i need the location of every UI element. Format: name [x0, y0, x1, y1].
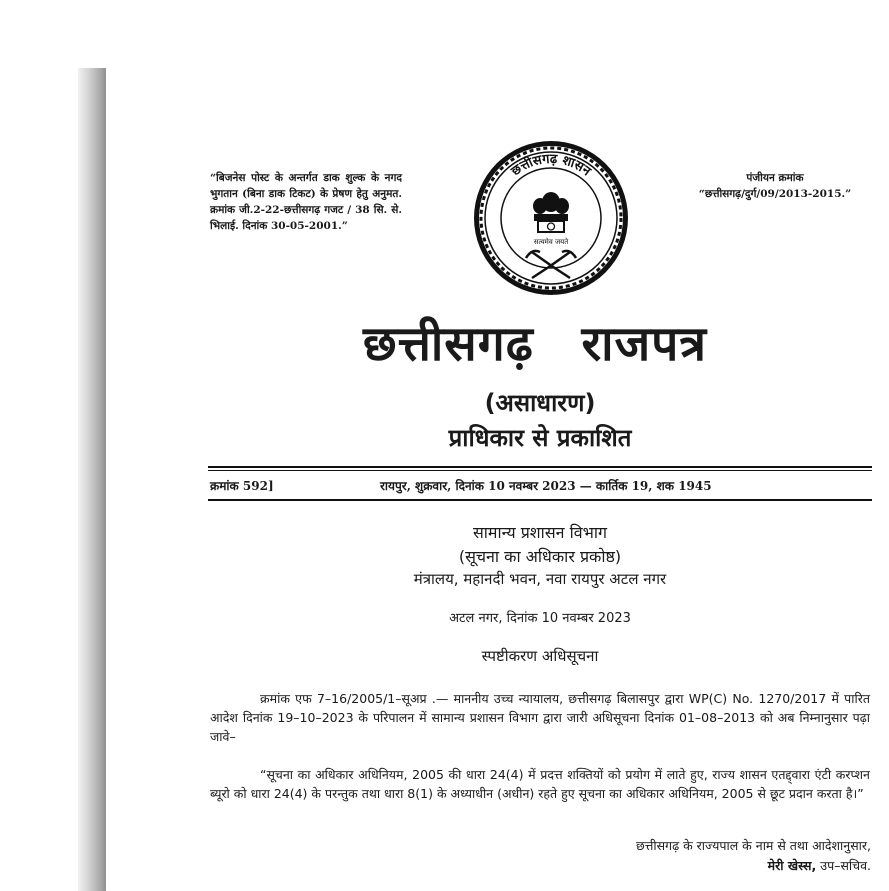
header-rule-bottom	[208, 499, 872, 501]
header-rule-top	[208, 466, 872, 468]
issue-number: क्रमांक 592]	[210, 479, 274, 493]
emblem-motto: सत्यमेव जयते	[533, 238, 569, 246]
issue-date-line: रायपुर, शुक्रवार, दिनांक 10 नवम्बर 2023 — कार्तिक 19, शक 1945	[380, 479, 712, 493]
postal-note: “बिजनेस पोस्ट के अन्तर्गत डाक शुल्क के नगद भुगतान (बिना डाक टिकट) के प्रेषण हेतु अनुमत. क्रमांक जी.2-22-छत्तीसगढ़ गजट / 38 सि. से. भिलाई. दिनांक 30-05-2001.”	[210, 172, 402, 232]
emblem-ring-text: छत्तीसगढ़ शासन	[508, 151, 594, 180]
signature-block	[768, 857, 871, 874]
book-gutter-shadow	[78, 68, 106, 891]
closing-line: छत्तीसगढ़ के राज्यपाल के नाम से तथा आदेशानुसार,	[635, 838, 871, 853]
registration-label: पंजीयन क्रमांक	[746, 172, 804, 184]
registration-block	[680, 170, 870, 202]
department-cell: (सूचना का अधिकार प्रकोष्ठ)	[458, 547, 622, 566]
notification-paragraph-2: “सूचना का अधिकार अधिनियम, 2005 की धारा 24(4) में प्रदत्त शक्तियों को प्रयोग में लाते हुए, राज्य शासन एतद्द्वारा एंटी करप्शन ब्यूरो को धारा 24(4) के परन्तुक तथा धारा 8(1) के अध्याधीन (अधीन) रहते हुए सूचना का अधिकार अधिनियम, 2005 से छूट प्रदान करता है।”	[210, 767, 870, 801]
signatory-designation: उप–सचिव.	[820, 858, 871, 873]
extraordinary-label: (असाधारण)	[484, 389, 596, 417]
state-emblem	[466, 140, 636, 305]
department-name: सामान्य प्रशासन विभाग	[472, 523, 608, 542]
signatory-name: मेरी खेस्स,	[767, 858, 817, 873]
authority-label: प्राधिकार से प्रकाशित	[448, 424, 632, 452]
department-address: मंत्रालय, महानदी भवन, नवा रायपुर अटल नगर	[413, 570, 667, 588]
notification-title: स्पष्टीकरण अधिसूचना	[481, 647, 599, 665]
gazette-title: छत्तीसगढ़ राजपत्र	[363, 316, 707, 372]
registration-number: “छत्तीसगढ़/दुर्ग/09/2013-2015.”	[698, 188, 852, 200]
place-date: अटल नगर, दिनांक 10 नवम्बर 2023	[449, 611, 631, 626]
header-rule-top-thin	[208, 470, 872, 471]
notification-paragraph-1: क्रमांक एफ 7–16/2005/1–सूअप्र .— माननीय उच्च न्यायालय, छत्तीसगढ़ बिलासपुर द्वारा WP(C) No. 1270/2017 में पारित आदेश दिनांक 19–10–2023 के परिपालन में सामान्य प्रशासन विभाग द्वारा जारी अधिसूचना दिनांक 01–08–2013 को अब निम्नानुसार पढ़ा जावे–	[210, 691, 870, 744]
